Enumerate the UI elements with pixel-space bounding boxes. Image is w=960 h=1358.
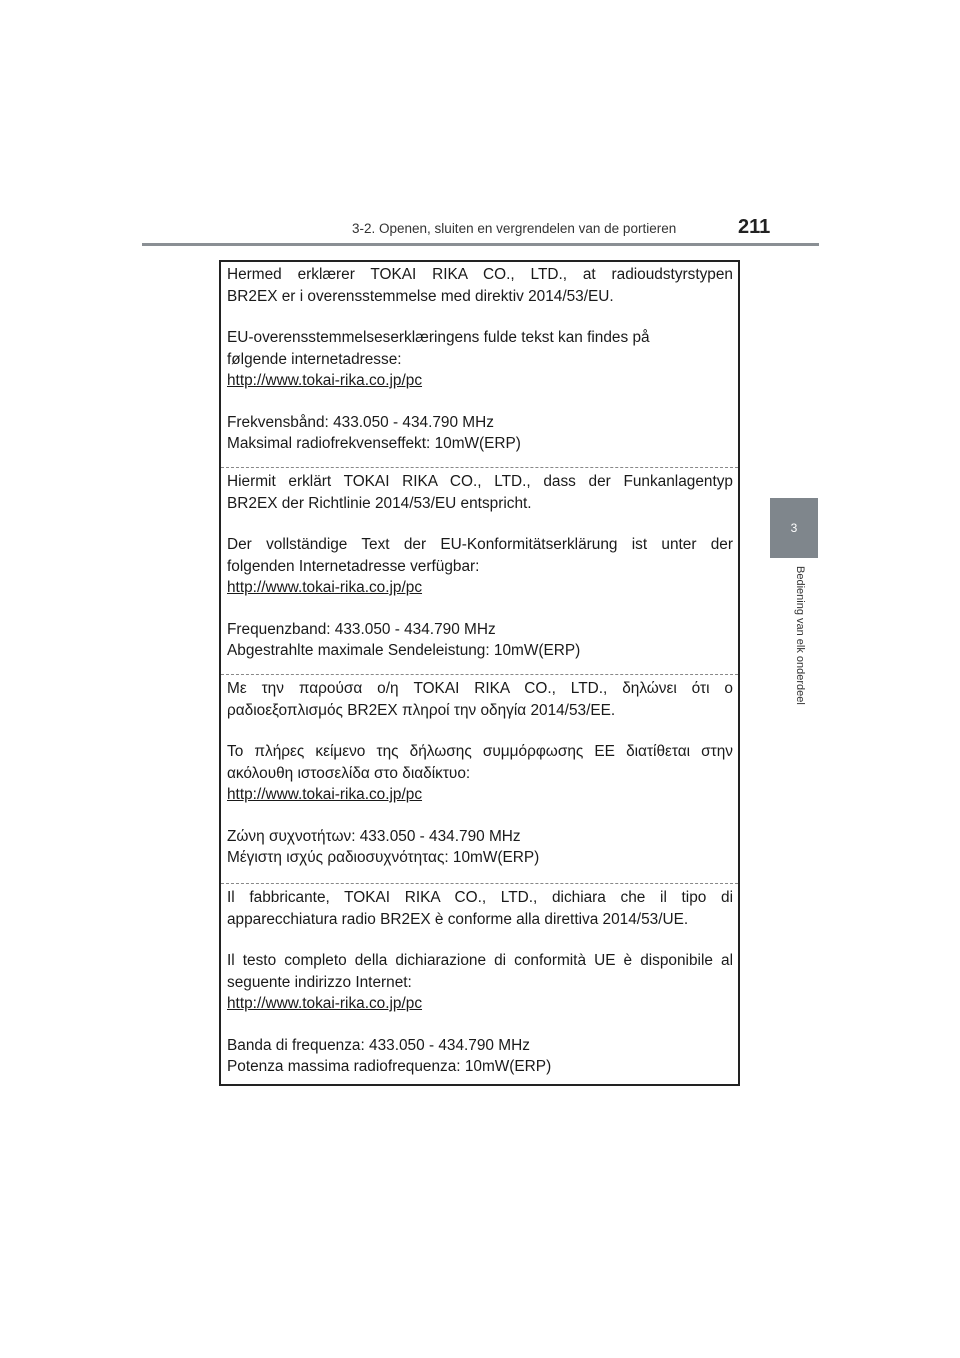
text-line: Il testo completo della dichiarazione di conformità UE è disponibile al xyxy=(227,952,733,969)
declaration-link[interactable]: http://www.tokai-rika.co.jp/pc xyxy=(227,579,423,596)
max-power: Abgestrahlte maximale Sendeleistung: 10mW(ERP) xyxy=(227,642,581,659)
frequency-band: Banda di frequenza: 433.050 - 434.790 MHz xyxy=(227,1036,530,1054)
statement-line: Il fabbricante, TOKAI RIKA CO., LTD., dichiara che il tipo di xyxy=(227,889,733,906)
text-line: seguente indirizzo Internet: xyxy=(227,973,412,991)
statement-line: BR2EX er i overensstemmelse med direktiv 2014/53/EU. xyxy=(227,287,614,305)
chapter-label: Bediening van elk onderdeel xyxy=(794,566,806,705)
section-divider xyxy=(221,467,738,468)
statement-line: apparecchiatura radio BR2EX è conforme alla direttiva 2014/53/UE. xyxy=(227,910,689,928)
declaration-link[interactable]: http://www.tokai-rika.co.jp/pc xyxy=(227,372,423,389)
text-line: følgende internetadresse: xyxy=(227,350,402,368)
frequency-band: Frekvensbånd: 433.050 - 434.790 MHz xyxy=(227,413,494,431)
declaration-german xyxy=(221,471,738,662)
section-divider xyxy=(221,674,738,675)
chapter-number: 3 xyxy=(790,521,798,535)
section-title: 3-2. Openen, sluiten en vergrendelen van de portieren xyxy=(352,221,677,236)
text-line: EU-overensstemmelseserklæringens fulde tekst kan findes på xyxy=(227,329,650,346)
statement-line: Hiermit erklärt TOKAI RIKA CO., LTD., dass der Funkanlagentyp xyxy=(227,473,733,490)
text-line: ακόλουθη ιστοσελίδα στο διαδίκτυο: xyxy=(227,764,471,782)
text-line: folgenden Internetadresse verfügbar: xyxy=(227,557,480,575)
text-line: Το πλήρες κείμενο της δήλωσης συμμόρφωσης ΕΕ διατίθεται στην xyxy=(227,743,733,760)
page-number: 211 xyxy=(738,216,771,238)
max-power: Μέγιστη ισχύς ραδιοσυχνότητας: 10mW(ERP) xyxy=(227,849,540,866)
header-divider xyxy=(142,243,819,246)
section-divider xyxy=(221,883,738,884)
declaration-box xyxy=(219,260,740,1086)
declaration-danish xyxy=(221,264,738,455)
declaration-link[interactable]: http://www.tokai-rika.co.jp/pc xyxy=(227,995,423,1012)
statement-line: BR2EX der Richtlinie 2014/53/EU entspricht. xyxy=(227,494,532,512)
max-power: Maksimal radiofrekvenseffekt: 10mW(ERP) xyxy=(227,435,521,452)
declaration-link[interactable]: http://www.tokai-rika.co.jp/pc xyxy=(227,786,423,803)
statement-line: Hermed erklærer TOKAI RIKA CO., LTD., at radioudstyrstypen xyxy=(227,266,733,283)
max-power: Potenza massima radiofrequenza: 10mW(ERP) xyxy=(227,1058,552,1075)
declaration-greek xyxy=(221,678,738,869)
text-line: Der vollständige Text der EU-Konformitätserklärung ist unter der xyxy=(227,536,733,553)
frequency-band: Frequenzband: 433.050 - 434.790 MHz xyxy=(227,620,496,638)
declaration-italian xyxy=(221,887,738,1078)
frequency-band: Ζώνη συχνοτήτων: 433.050 - 434.790 MHz xyxy=(227,827,521,845)
statement-line: ραδιοεξοπλισμός BR2EX πληροί την οδηγία 2014/53/ΕΕ. xyxy=(227,701,616,719)
statement-line: Με την παρούσα ο/η TOKAI RIKA CO., LTD., δηλώνει ότι ο xyxy=(227,680,733,697)
chapter-tab[interactable] xyxy=(770,498,818,558)
